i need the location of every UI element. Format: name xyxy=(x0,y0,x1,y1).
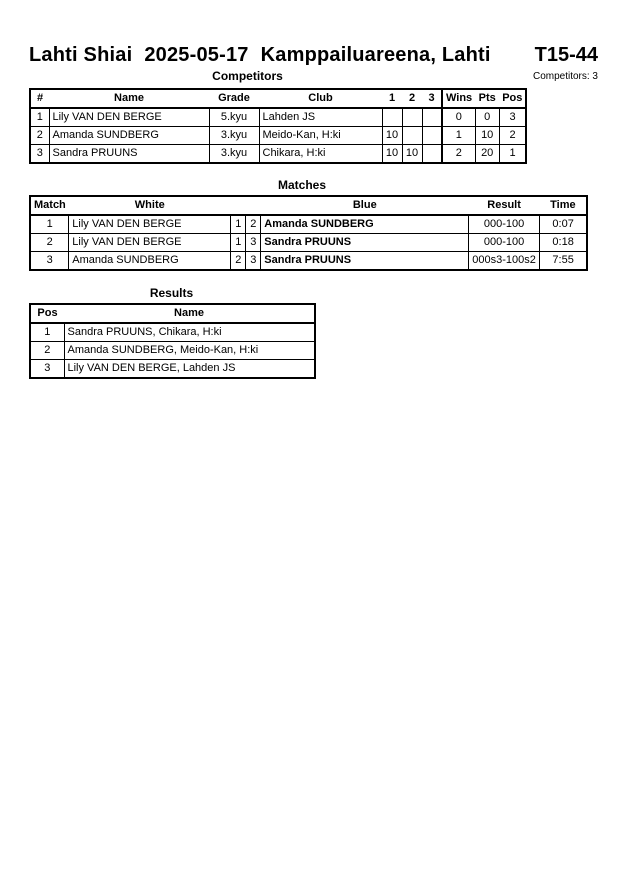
result-name-cell: Sandra PRUUNS, Chikara, H:ki xyxy=(64,323,315,342)
col-header-wins: Wins xyxy=(442,89,475,108)
col-header-blue-number xyxy=(246,196,261,215)
col-header-round3: 3 xyxy=(422,89,442,108)
position-cell: 2 xyxy=(499,127,526,145)
table-row xyxy=(30,145,526,164)
blue-player-cell: Sandra PRUUNS xyxy=(261,234,469,252)
col-header-name: Name xyxy=(49,89,209,108)
points-cell: 0 xyxy=(475,108,499,127)
col-header-result: Result xyxy=(469,196,540,215)
table-header-row xyxy=(30,304,315,323)
grade-cell: 3.kyu xyxy=(209,127,259,145)
white-player-cell: Lily VAN DEN BERGE xyxy=(69,234,231,252)
col-header-round1: 1 xyxy=(382,89,402,108)
club-cell: Chikara, H:ki xyxy=(259,145,382,164)
time-cell: 0:07 xyxy=(539,215,587,234)
competitor-number-cell: 2 xyxy=(30,127,49,145)
competitors-section-title: Competitors xyxy=(212,69,283,83)
round1-score-cell xyxy=(382,108,402,127)
blue-player-cell: Amanda SUNDBERG xyxy=(261,215,469,234)
blue-number-cell: 3 xyxy=(246,252,261,271)
col-header-white: White xyxy=(69,196,231,215)
round1-score-cell: 10 xyxy=(382,127,402,145)
position-cell: 1 xyxy=(499,145,526,164)
position-cell: 3 xyxy=(30,360,64,379)
competitors-table xyxy=(29,88,527,164)
white-player-cell: Lily VAN DEN BERGE xyxy=(69,215,231,234)
table-header-row xyxy=(30,89,526,108)
competitor-name-cell: Lily VAN DEN BERGE xyxy=(49,108,209,127)
table-row xyxy=(30,360,315,379)
blue-number-cell: 2 xyxy=(246,215,261,234)
white-number-cell: 1 xyxy=(231,234,246,252)
round2-score-cell: 10 xyxy=(402,145,422,164)
white-number-cell: 2 xyxy=(231,252,246,271)
table-row xyxy=(30,323,315,342)
col-header-grade: Grade xyxy=(209,89,259,108)
table-row xyxy=(30,234,587,252)
event-date: 2025-05-17 xyxy=(144,44,249,66)
col-header-position: Pos xyxy=(499,89,526,108)
matches-table xyxy=(29,195,588,271)
competitor-number-cell: 1 xyxy=(30,108,49,127)
points-cell: 10 xyxy=(475,127,499,145)
col-header-round2: 2 xyxy=(402,89,422,108)
position-cell: 2 xyxy=(30,342,64,360)
matches-section-title: Matches xyxy=(277,178,327,192)
position-cell: 1 xyxy=(30,323,64,342)
col-header-position: Pos xyxy=(30,304,64,323)
wins-cell: 2 xyxy=(442,145,475,164)
grade-cell: 3.kyu xyxy=(209,145,259,164)
page-title xyxy=(29,44,598,67)
wins-cell: 1 xyxy=(442,127,475,145)
competitor-number-cell: 3 xyxy=(30,145,49,164)
wins-cell: 0 xyxy=(442,108,475,127)
blue-number-cell: 3 xyxy=(246,234,261,252)
col-header-number: # xyxy=(30,89,49,108)
col-header-time: Time xyxy=(539,196,587,215)
round2-score-cell xyxy=(402,127,422,145)
match-number-cell: 2 xyxy=(30,234,69,252)
col-header-match: Match xyxy=(30,196,69,215)
grade-cell: 5.kyu xyxy=(209,108,259,127)
position-cell: 3 xyxy=(499,108,526,127)
time-cell: 7:55 xyxy=(539,252,587,271)
competitor-name-cell: Amanda SUNDBERG xyxy=(49,127,209,145)
round2-score-cell xyxy=(402,108,422,127)
table-row xyxy=(30,252,587,271)
match-number-cell: 1 xyxy=(30,215,69,234)
col-header-white-number xyxy=(231,196,246,215)
col-header-club: Club xyxy=(259,89,382,108)
match-number-cell: 3 xyxy=(30,252,69,271)
results-section-title: Results xyxy=(149,286,194,300)
result-cell: 000s3-100s2 xyxy=(469,252,540,271)
result-name-cell: Amanda SUNDBERG, Meido-Kan, H:ki xyxy=(64,342,315,360)
time-cell: 0:18 xyxy=(539,234,587,252)
event-name: Lahti Shiai xyxy=(29,44,133,66)
col-header-points: Pts xyxy=(475,89,499,108)
competitor-name-cell: Sandra PRUUNS xyxy=(49,145,209,164)
table-row xyxy=(30,127,526,145)
col-header-name: Name xyxy=(64,304,315,323)
white-player-cell: Amanda SUNDBERG xyxy=(69,252,231,271)
round3-score-cell xyxy=(422,127,442,145)
result-cell: 000-100 xyxy=(469,234,540,252)
col-header-blue: Blue xyxy=(261,196,469,215)
table-row xyxy=(30,342,315,360)
round1-score-cell: 10 xyxy=(382,145,402,164)
table-row xyxy=(30,108,526,127)
round3-score-cell xyxy=(422,145,442,164)
blue-player-cell: Sandra PRUUNS xyxy=(261,252,469,271)
event-title xyxy=(29,44,491,67)
event-venue: Kamppailuareena, Lahti xyxy=(260,44,491,66)
points-cell: 20 xyxy=(475,145,499,164)
table-header-row xyxy=(30,196,587,215)
competitors-count-label: Competitors: 3 xyxy=(532,71,598,82)
results-table xyxy=(29,303,316,379)
white-number-cell: 1 xyxy=(231,215,246,234)
result-name-cell: Lily VAN DEN BERGE, Lahden JS xyxy=(64,360,315,379)
club-cell: Lahden JS xyxy=(259,108,382,127)
club-cell: Meido-Kan, H:ki xyxy=(259,127,382,145)
table-row xyxy=(30,215,587,234)
category-code: T15-44 xyxy=(534,44,598,66)
result-cell: 000-100 xyxy=(469,215,540,234)
round3-score-cell xyxy=(422,108,442,127)
